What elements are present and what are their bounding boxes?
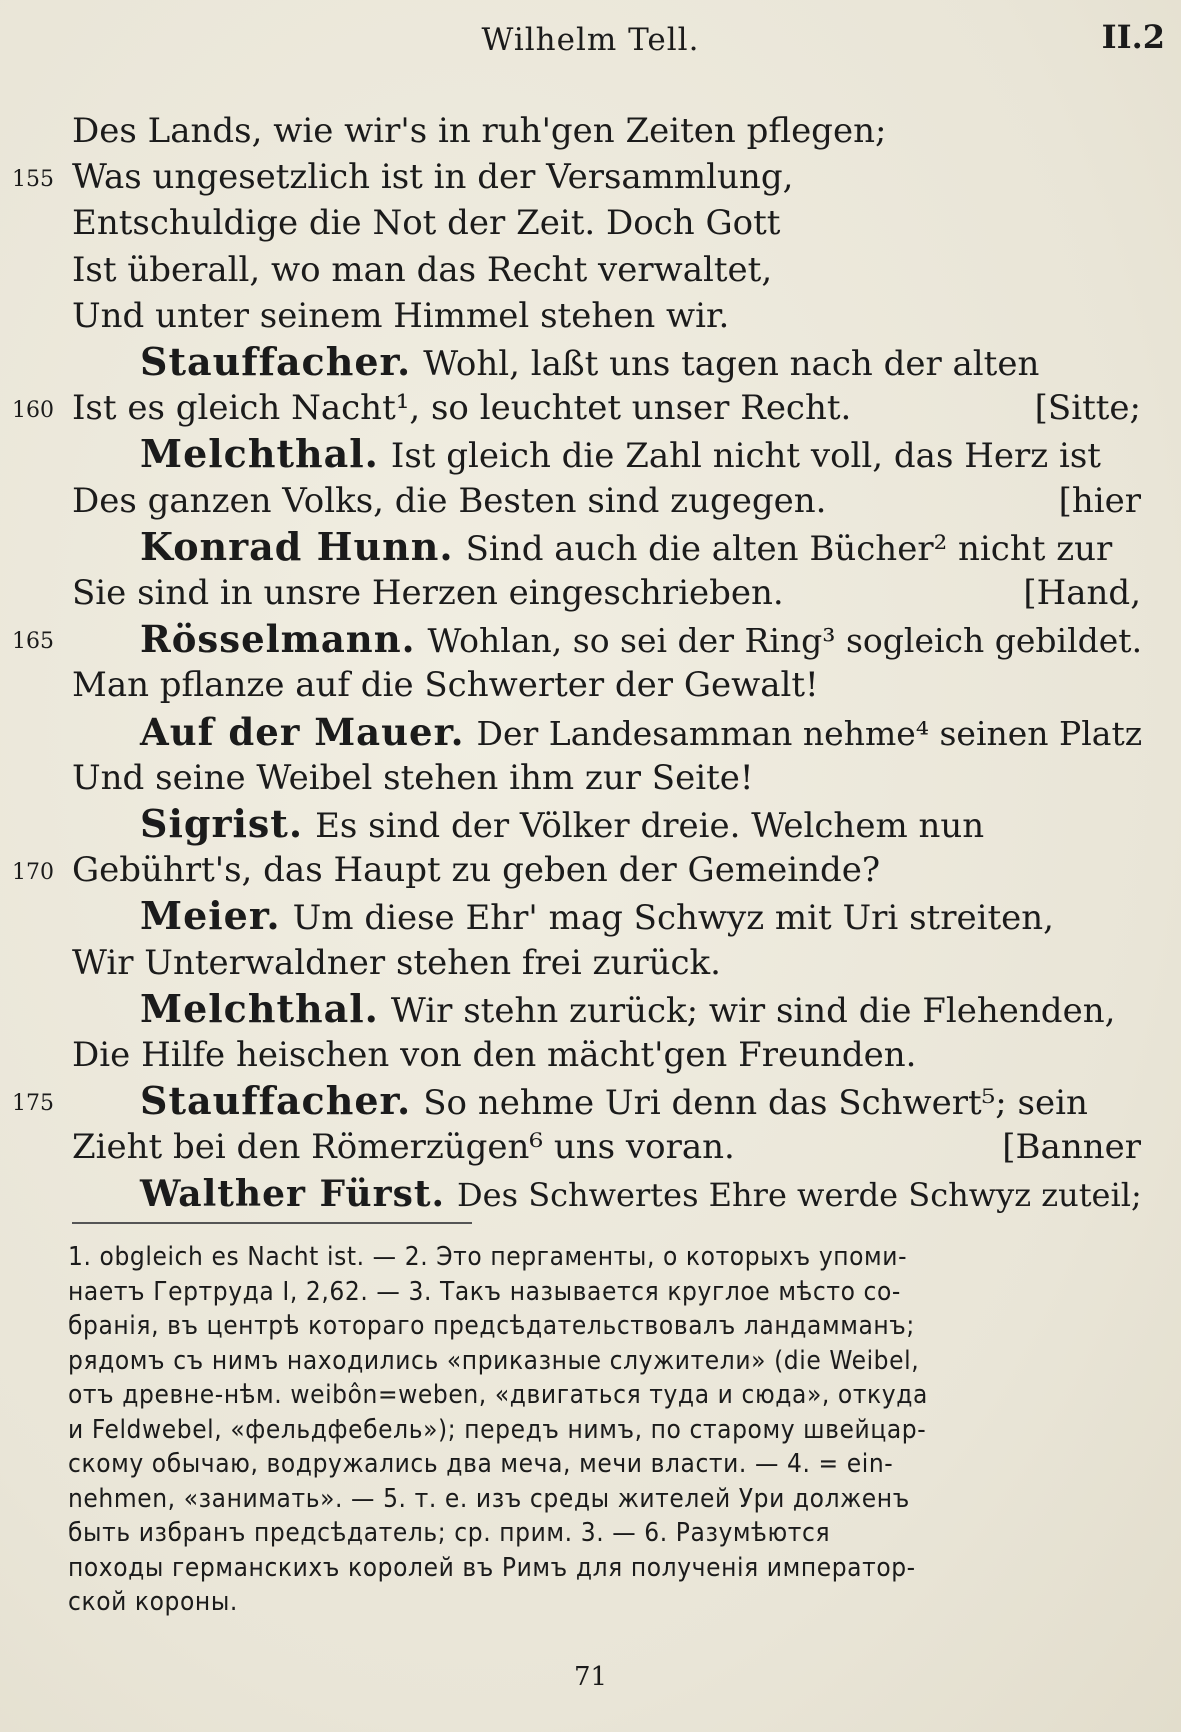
verse-text bbox=[72, 1032, 916, 1078]
page-number: 71 bbox=[573, 1662, 608, 1692]
verse-text bbox=[140, 893, 1054, 941]
section-marker: II.2 bbox=[1101, 18, 1165, 56]
verse-line bbox=[0, 431, 1181, 477]
verse-line bbox=[0, 847, 1181, 893]
footnote-line: наетъ Гертруда I, 2,62. — 3. Такъ называется круглое мѣсто со- bbox=[68, 1276, 901, 1307]
verse-line bbox=[0, 755, 1181, 801]
verse-line bbox=[0, 385, 1181, 431]
line-text: Wohl, laßt uns tagen nach der alten bbox=[423, 344, 1040, 384]
verse-text bbox=[140, 986, 1115, 1034]
footnote-line: и Feldwebel, «фельдфебель»); передъ нимъ, по старому швейцар- bbox=[68, 1414, 927, 1445]
verse-line bbox=[0, 1032, 1181, 1078]
verse-text bbox=[72, 108, 886, 154]
line-text: Und seine Weibel stehen ihm zur Seite! bbox=[72, 757, 754, 798]
line-text: Wir Unterwaldner stehen frei zurück. bbox=[72, 942, 721, 983]
line-number: 165 bbox=[12, 629, 54, 655]
speaker-name: Melchthal. bbox=[140, 985, 379, 1031]
verse-text bbox=[140, 1171, 1142, 1218]
verse-line bbox=[0, 893, 1181, 939]
speaker-name: Meier. bbox=[140, 893, 281, 939]
verse-line bbox=[0, 709, 1181, 755]
line-text: Um diese Ehr' mag Schwyz mit Uri streiten, bbox=[292, 898, 1054, 939]
line-text: Ist gleich die Zahl nicht voll, das Herz ist bbox=[390, 436, 1101, 477]
line-text: Die Hilfe heischen von den mächt'gen Freunden. bbox=[72, 1035, 917, 1075]
line-text: Ist überall, wo man das Recht verwaltet, bbox=[72, 249, 773, 290]
verse-text bbox=[72, 940, 721, 986]
line-text: Man pflanze auf die Schwerter der Gewalt! bbox=[72, 665, 819, 706]
verse-text bbox=[72, 200, 780, 246]
speaker-name: Sigrist. bbox=[140, 801, 304, 846]
verse-text bbox=[140, 339, 1039, 387]
verse-text bbox=[72, 662, 819, 708]
verse-line bbox=[0, 478, 1181, 524]
verse-text bbox=[72, 247, 772, 293]
footnote-line: быть избранъ предсѣдатель; ср. прим. 3. — 6. Разумѣются bbox=[68, 1518, 831, 1548]
verse-line bbox=[0, 293, 1181, 339]
verse-line bbox=[0, 154, 1181, 200]
verse-text bbox=[72, 755, 754, 801]
verse-text bbox=[72, 293, 729, 339]
verse-text bbox=[140, 709, 1142, 757]
verse-text bbox=[140, 616, 1142, 664]
speaker-name: Rösselmann. bbox=[140, 617, 416, 662]
speaker-name: Walther Fürst. bbox=[140, 1172, 446, 1215]
footnote-line: 1. obgleich es Nacht ist. — 2. Это пергаменты, о которыхъ упоми- bbox=[68, 1242, 908, 1272]
line-text: Des Lands, wie wir's in ruh'gen Zeiten pflegen; bbox=[72, 111, 887, 151]
verse-line bbox=[0, 1124, 1181, 1170]
verse-line bbox=[0, 1078, 1181, 1124]
verse-text bbox=[72, 847, 880, 893]
line-text: So nehme Uri denn das Schwert⁵; sein bbox=[423, 1083, 1088, 1124]
turnover-word: [hier bbox=[1058, 480, 1141, 521]
line-text: Wir stehn zurück; wir sind die Flehenden, bbox=[390, 990, 1116, 1031]
verse-line bbox=[0, 570, 1181, 616]
line-number: 170 bbox=[12, 860, 54, 886]
verse-text bbox=[72, 478, 826, 524]
verse-text bbox=[72, 154, 793, 200]
verse-line bbox=[0, 108, 1181, 154]
line-number: 155 bbox=[12, 167, 54, 193]
verse-line bbox=[0, 986, 1181, 1032]
line-text: Des ganzen Volks, die Besten sind zugegen. bbox=[72, 480, 827, 521]
line-number: 160 bbox=[12, 398, 54, 424]
line-text: Es sind der Völker dreie. Welchem nun bbox=[315, 806, 985, 846]
line-text: Entschuldige die Not der Zeit. Doch Gott bbox=[72, 203, 781, 244]
verse-text bbox=[72, 570, 784, 616]
speaker-name: Stauffacher. bbox=[140, 339, 412, 384]
speaker-name: Konrad Hunn. bbox=[140, 523, 454, 569]
turnover-word: [Hand, bbox=[1023, 573, 1141, 613]
speaker-name: Melchthal. bbox=[140, 431, 379, 477]
line-text: Des Schwertes Ehre werde Schwyz zuteil; bbox=[457, 1175, 1142, 1214]
verse-line bbox=[0, 200, 1181, 246]
line-text: Zieht bei den Römerzügen⁶ uns voran. bbox=[72, 1127, 735, 1168]
verse-line bbox=[0, 662, 1181, 708]
footnote-line: рядомъ съ нимъ находились «приказные служители» (die Weibel, bbox=[68, 1345, 920, 1376]
verse-text bbox=[72, 1124, 735, 1170]
verse-text bbox=[140, 801, 984, 849]
line-text: Sind auch die alten Bücher² nicht zur bbox=[465, 528, 1113, 569]
verse-line bbox=[0, 247, 1181, 293]
turnover-word: [Banner bbox=[1002, 1127, 1141, 1168]
footnote-rule bbox=[72, 1222, 472, 1224]
line-text: Und unter seinem Himmel stehen wir. bbox=[72, 295, 730, 336]
footnote-line: отъ древне-нѣм. weibôn=weben, «двигаться туда и сюда», откуда bbox=[68, 1380, 928, 1410]
verse-text bbox=[72, 385, 851, 431]
verse-line bbox=[0, 1171, 1181, 1217]
line-text: Wohlan, so sei der Ring³ sogleich gebildet. bbox=[427, 621, 1143, 661]
line-text: Sie sind in unsre Herzen eingeschrieben. bbox=[72, 573, 784, 613]
footnote-line: походы германскихъ королей въ Римъ для полученія император- bbox=[68, 1552, 916, 1583]
line-text: Der Landesamman nehme⁴ seinen Platz bbox=[476, 713, 1143, 753]
footnote-line: nehmen, «занимать». — 5. т. е. изъ среды жителей Ури долженъ bbox=[68, 1483, 910, 1514]
speaker-name: Stauffacher. bbox=[140, 1078, 412, 1124]
footnote-line: бранія, въ центрѣ котораго предсѣдательствовалъ ландамманъ; bbox=[68, 1311, 915, 1341]
line-text: Ist es gleich Nacht¹, so leuchtet unser Recht. bbox=[72, 388, 852, 429]
footnote-line: ской короны. bbox=[68, 1587, 238, 1617]
turnover-word: [Sitte; bbox=[1034, 388, 1141, 429]
verse-text bbox=[140, 1078, 1088, 1126]
verse-line bbox=[0, 801, 1181, 847]
verse-line bbox=[0, 339, 1181, 385]
verse-line bbox=[0, 524, 1181, 570]
verse-text bbox=[140, 524, 1112, 572]
line-text: Gebührt's, das Haupt zu geben der Gemeinde? bbox=[72, 850, 881, 891]
line-number: 175 bbox=[12, 1091, 54, 1117]
verse-line bbox=[0, 616, 1181, 662]
speaker-name: Auf der Mauer. bbox=[140, 709, 465, 754]
verse-line bbox=[0, 940, 1181, 986]
line-text: Was ungesetzlich ist in der Versammlung, bbox=[72, 157, 794, 198]
running-title: Wilhelm Tell. bbox=[481, 22, 700, 58]
footnote-line: скому обычаю, водружались два меча, мечи власти. — 4. = ein- bbox=[68, 1449, 894, 1479]
verse-text bbox=[140, 431, 1101, 479]
